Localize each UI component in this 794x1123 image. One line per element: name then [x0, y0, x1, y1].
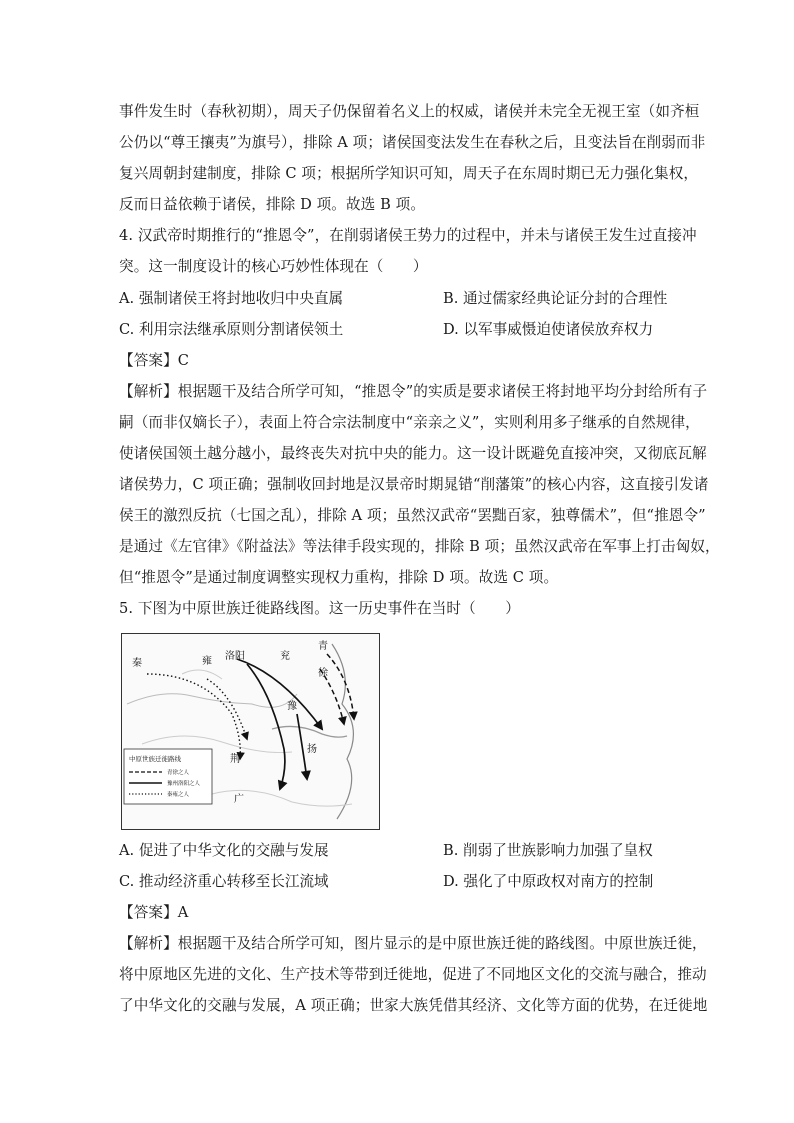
- intro-line: 公仍以“尊王攘夷”为旗号），排除 A 项；诸侯国变法发生在春秋之后，且变法旨在削弱而非: [119, 134, 706, 151]
- route-qinyong-2: [207, 679, 247, 739]
- label-yan: 兖: [280, 651, 290, 662]
- label-qing: 青: [318, 641, 328, 652]
- q5-analysis-line: 了中华文化的交融与发展，A 项正确；世家大族凭借其经济、文化等方面的优势，在迁徙地: [119, 997, 708, 1014]
- q4-option-d[interactable]: D. 以军事威慑迫使诸侯放弃权力: [443, 321, 654, 338]
- q4-option-b[interactable]: B. 通过儒家经典论证分封的合理性: [443, 290, 668, 307]
- q4-analysis-line: 诸侯势力，C 项正确；强制收回封地是汉景帝时期晁错“削藩策”的核心内容，这直接引发诸: [119, 476, 709, 493]
- question-4-stem: 突。这一制度设计的核心巧妙性体现在（ ）: [119, 258, 428, 275]
- label-yu: 豫: [287, 701, 297, 712]
- route-qinyong-1: [147, 674, 240, 759]
- route-luoyang-1: [237, 659, 322, 729]
- q5-option-c[interactable]: C. 推动经济重心转移至长江流域: [119, 873, 329, 890]
- legend-title: 中原世族迁徙路线: [129, 755, 181, 763]
- map-legend: [124, 749, 212, 804]
- q4-option-c[interactable]: C. 利用宗法继承原则分割诸侯领土: [119, 321, 344, 338]
- q5-option-a[interactable]: A. 促进了中华文化的交融与发展: [119, 842, 329, 859]
- legend-item-qinyong: 秦雍之人: [167, 792, 190, 798]
- q5-option-d[interactable]: D. 强化了中原政权对南方的控制: [443, 873, 654, 890]
- label-yang: 扬: [307, 744, 317, 755]
- intro-line: 反而日益依赖于诸侯，排除 D 项。故选 B 项。: [119, 196, 426, 213]
- label-xu: 徐: [318, 668, 328, 679]
- label-luoyang: 洛阳: [225, 651, 245, 662]
- label-qin: 秦: [132, 658, 142, 669]
- q4-option-a[interactable]: A. 强制诸侯王将封地收归中央直属: [119, 290, 344, 307]
- q5-analysis-line: 【解析】根据题干及结合所学可知，图片显示的是中原世族迁徙的路线图。中原世族迁徙，: [119, 935, 707, 952]
- q4-analysis-line: 嗣（而非仅嫡长子），表面上符合宗法制度中“亲亲之义”，实则利用多子继承的自然规律，: [119, 414, 700, 431]
- label-yong: 雍: [202, 656, 212, 667]
- intro-line: 事件发生时（春秋初期），周天子仍保留着名义上的权威，诸侯并未完全无视王室（如齐桓: [119, 103, 700, 120]
- q4-analysis-line: 是通过《左官律》《附益法》等法律手段实现的，排除 B 项；虽然汉武帝在军事上打击匈奴，: [119, 538, 720, 555]
- intro-line: 复兴周朝封建制度，排除 C 项；根据所学知识可知，周天子在东周时期已无力强化集权，: [119, 165, 699, 182]
- q4-analysis-line: 【解析】根据题干及结合所学可知，“推恩令”的实质是要求诸侯王将封地平均分封给所有子: [119, 383, 708, 400]
- label-guang: 广: [234, 794, 244, 805]
- question-4-stem: 4. 汉武帝时期推行的“推恩令”，在削弱诸侯王势力的过程中，并未与诸侯王发生过直接冲: [119, 227, 697, 244]
- q5-option-b[interactable]: B. 削弱了世族影响力加强了皇权: [443, 842, 653, 859]
- route-luoyang-3: [297, 714, 307, 779]
- migration-map: [121, 633, 380, 830]
- q5-answer: 【答案】A: [119, 904, 189, 921]
- q4-answer: 【答案】C: [119, 352, 190, 369]
- label-jing: 荆: [230, 754, 240, 765]
- legend-item-qingxu: 青徐之人: [167, 770, 190, 776]
- legend-item-luoyang: 豫州洛阳之人: [167, 781, 201, 787]
- q5-analysis-line: 将中原地区先进的文化、生产技术等带到迁徙地，促进了不同地区文化的交流与融合，推动: [119, 966, 707, 983]
- question-5-stem: 5. 下图为中原世族迁徙路线图。这一历史事件在当时（ ）: [119, 600, 520, 617]
- q4-analysis-line: 侯王的激烈反抗（七国之乱），排除 A 项；虽然汉武帝“罢黜百家，独尊儒术”，但“推恩令”: [119, 507, 706, 524]
- q4-analysis-line: 但“推恩令”是通过制度调整实现权力重构，排除 D 项。故选 C 项。: [119, 569, 559, 586]
- q4-analysis-line: 使诸侯国领土越分越小，最终丧失对抗中央的能力。这一设计既避免直接冲突，又彻底瓦解: [119, 445, 707, 462]
